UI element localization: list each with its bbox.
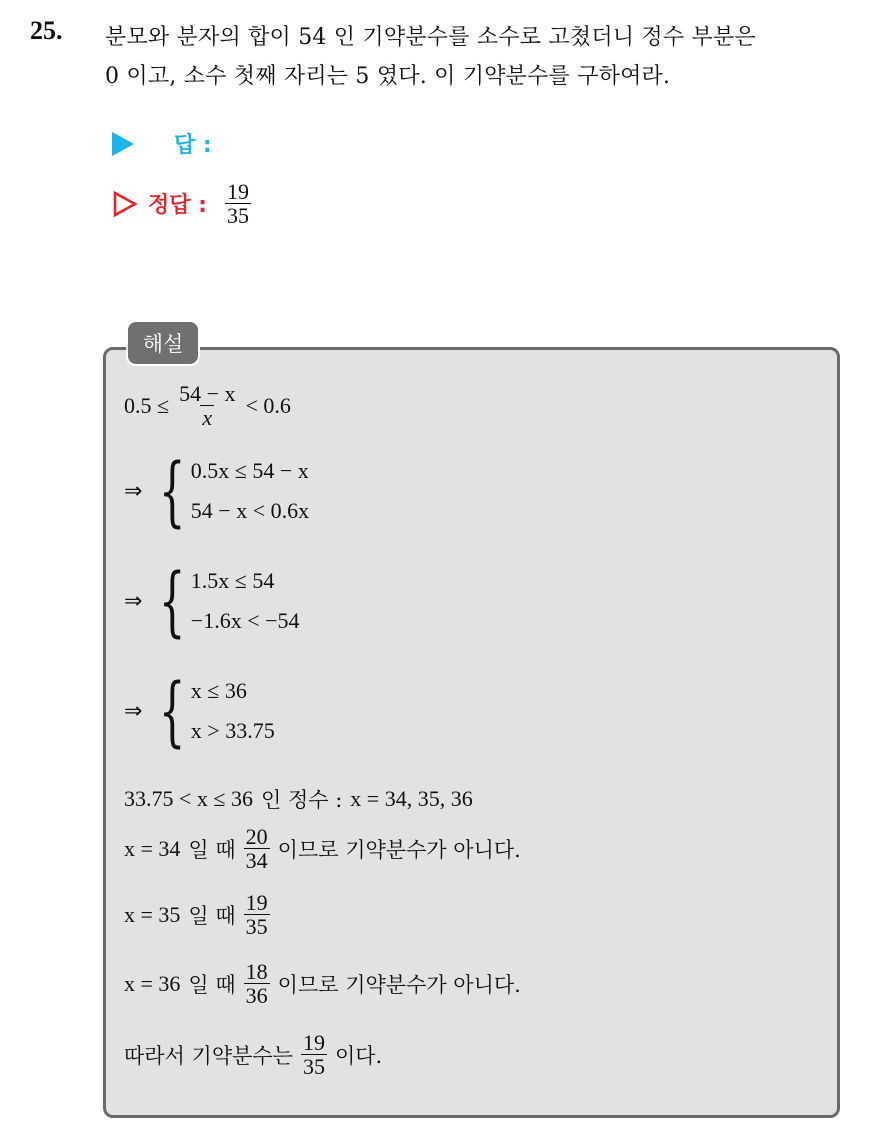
case-expression: x = 35 xyxy=(124,901,181,927)
fraction-numerator: 20 xyxy=(245,824,268,849)
case-note: 이므로 기약분수가 아니다. xyxy=(277,972,521,997)
case-fraction xyxy=(244,825,270,872)
case-fraction xyxy=(244,891,270,938)
case-expression: x = 34 xyxy=(124,835,181,861)
play-triangle-icon xyxy=(112,132,134,156)
system-line: 0.5x ≤ 54 − x xyxy=(190,458,309,483)
system-line: −1.6x < −54 xyxy=(190,608,300,633)
fraction-denominator: 35 xyxy=(302,1054,325,1080)
fraction-denominator: 35 xyxy=(245,914,268,940)
fraction-numerator: 54 − x xyxy=(179,381,236,406)
problem-text-line-2: 0 이고, 소수 첫째 자리는 5 였다. 이 기약분수를 구하여라. xyxy=(105,64,671,89)
problem-text xyxy=(105,18,875,96)
fraction-numerator: 19 xyxy=(226,179,249,204)
conclusion-line xyxy=(124,1031,382,1078)
fraction-numerator: 19 xyxy=(245,890,268,915)
answer-label: 답 : xyxy=(174,133,212,158)
fraction-numerator: 19 xyxy=(302,1030,325,1055)
case-note: 이므로 기약분수가 아니다. xyxy=(277,837,521,862)
case-expression: x = 36 xyxy=(124,970,181,996)
implies-arrow: ⇒ xyxy=(124,478,143,503)
system-line: 54 − x < 0.6x xyxy=(190,498,310,523)
answer-row xyxy=(112,128,212,159)
case-x34 xyxy=(124,825,521,872)
fraction-denominator: 35 xyxy=(226,203,249,229)
outline-triangle-icon xyxy=(112,190,138,218)
left-brace: { xyxy=(159,556,186,645)
case-when: 일 때 xyxy=(188,837,236,862)
left-brace: { xyxy=(159,446,186,535)
problem-text-line-1: 분모와 분자의 합이 54 인 기약분수를 소수로 고쳤더니 정수 부분은 xyxy=(105,25,756,50)
range-label: 인 정수 : xyxy=(260,788,343,812)
solution-tab: 해설 xyxy=(128,322,198,364)
inequality-line xyxy=(124,382,291,429)
case-x36 xyxy=(124,960,521,1007)
integer-range-line xyxy=(124,784,473,814)
conclusion-end: 이다. xyxy=(334,1043,383,1068)
correct-answer-fraction xyxy=(225,180,251,227)
implies-arrow: ⇒ xyxy=(124,698,143,723)
inequality-fraction xyxy=(177,382,237,429)
range-expression: 33.75 < x ≤ 36 xyxy=(124,786,253,811)
system-line: 1.5x ≤ 54 xyxy=(190,568,275,593)
case-x35 xyxy=(124,891,270,938)
left-brace: { xyxy=(159,666,186,755)
correct-answer-label: 정답 : xyxy=(148,193,207,219)
system-1 xyxy=(124,446,310,535)
system-line: x > 33.75 xyxy=(190,718,275,743)
inequality-right: < 0.6 xyxy=(245,392,291,418)
case-when: 일 때 xyxy=(188,972,236,997)
problem-number: 25. xyxy=(30,16,63,45)
conclusion-text: 따라서 기약분수는 xyxy=(124,1043,293,1068)
system-2 xyxy=(124,556,300,645)
fraction-denominator: 36 xyxy=(245,983,268,1009)
system-3 xyxy=(124,666,275,755)
fraction-denominator: 34 xyxy=(245,848,268,874)
correct-answer-row xyxy=(112,180,251,227)
case-fraction xyxy=(244,960,270,1007)
system-line: x ≤ 36 xyxy=(190,678,247,703)
inequality-left: 0.5 ≤ xyxy=(124,392,170,418)
fraction-numerator: 18 xyxy=(245,959,268,984)
conclusion-fraction xyxy=(301,1031,327,1078)
implies-arrow: ⇒ xyxy=(124,588,143,613)
fraction-denominator: x xyxy=(202,405,213,431)
range-values: x = 34, 35, 36 xyxy=(350,786,473,811)
case-when: 일 때 xyxy=(188,903,236,928)
